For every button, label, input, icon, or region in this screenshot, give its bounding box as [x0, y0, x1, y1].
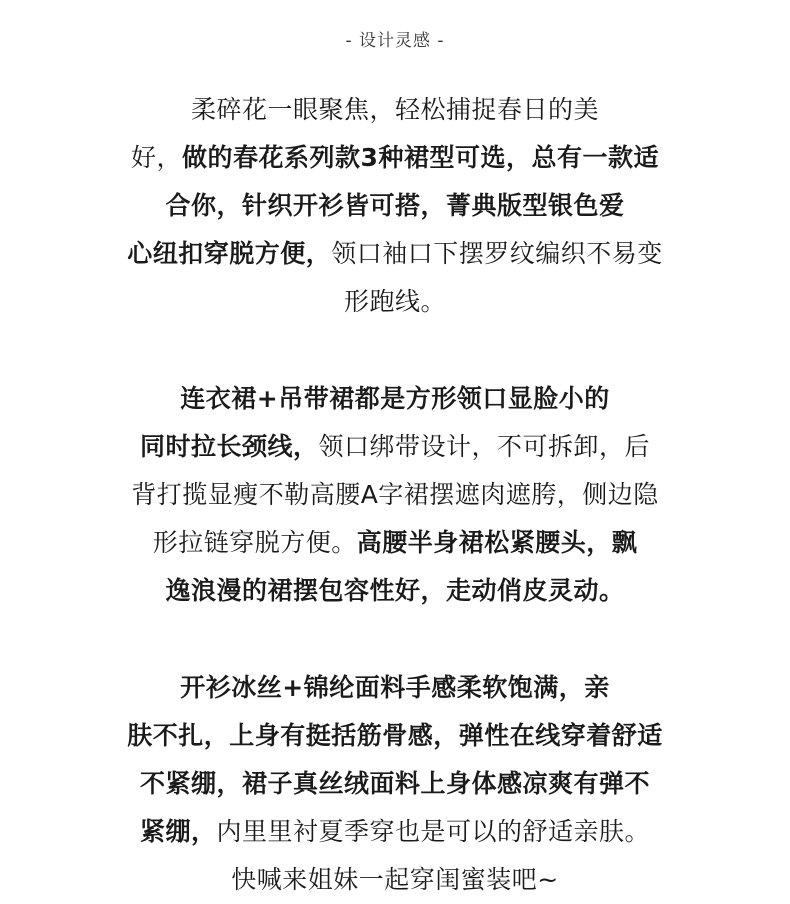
- bold-text-segment: 高腰半身裙松紧腰头，飘: [356, 528, 638, 557]
- text-segment: 领口绑带设计，不可拆卸，后: [318, 432, 651, 461]
- bold-text-segment: 逸浪漫的裙摆包容性好，走动俏皮灵动。: [165, 576, 625, 605]
- bold-text-segment: 合你，针织开衫皆可搭，菁典版型银色爱: [165, 191, 625, 220]
- text-segment: 领口袖口下摆罗纹编织不易变: [331, 239, 663, 268]
- bold-text-segment: 连衣裙+吊带裙都是方形领口显脸小的: [180, 384, 610, 413]
- text-segment: 形拉链穿脱方便。: [152, 528, 357, 557]
- paragraph-line: [0, 182, 790, 230]
- paragraph-line: [0, 712, 790, 760]
- bold-text-segment: 做的春花系列款3种裙型可选，总有一款适: [182, 143, 659, 172]
- text-segment: 柔碎花一眼聚焦，轻松捕捉春日的美: [190, 95, 599, 124]
- design-paragraph-3: [0, 664, 790, 856]
- paragraph-line: [0, 375, 790, 423]
- text-segment: 形跑线。: [343, 287, 446, 316]
- paragraph-line: [0, 471, 790, 519]
- bold-text-segment: 同时拉长颈线，: [139, 432, 319, 461]
- paragraph-line: [0, 519, 790, 567]
- text-segment: 背打揽显瘦不勒高腰A字裙摆遮肉遮胯，侧边隐: [131, 480, 659, 509]
- design-paragraph-2: [0, 375, 790, 615]
- paragraph-line: [0, 230, 790, 278]
- paragraph-line: [0, 134, 790, 182]
- section-title: - 设计灵感 -: [345, 31, 445, 51]
- bold-text-segment: 开衫冰丝+锦纶面料手感柔软饱满，亲: [180, 673, 610, 702]
- bold-text-segment: 心纽扣穿脱方便，: [127, 239, 332, 268]
- bold-text-segment: 紧绷，: [139, 817, 217, 846]
- design-paragraph-1: [0, 86, 790, 326]
- paragraph-line: [0, 760, 790, 808]
- paragraph-line: [0, 423, 790, 471]
- paragraph-line: [0, 664, 790, 712]
- bold-text-segment: 不紧绷，裙子真丝绒面料上身体感凉爽有弹不: [139, 769, 650, 798]
- paragraph-line: [0, 86, 790, 134]
- text-segment: 内里里衬夏季穿也是可以的舒适亲肤。: [216, 817, 651, 846]
- closing-text: 快喊来姐妹一起穿闺蜜装吧~: [231, 865, 559, 894]
- paragraph-line: [0, 567, 790, 615]
- bold-text-segment: 肤不扎，上身有挺括筋骨感，弹性在线穿着舒适: [127, 721, 663, 750]
- text-segment: 好，: [131, 143, 183, 172]
- paragraph-line: [0, 278, 790, 326]
- closing-line: [0, 856, 790, 904]
- paragraph-line: [0, 808, 790, 856]
